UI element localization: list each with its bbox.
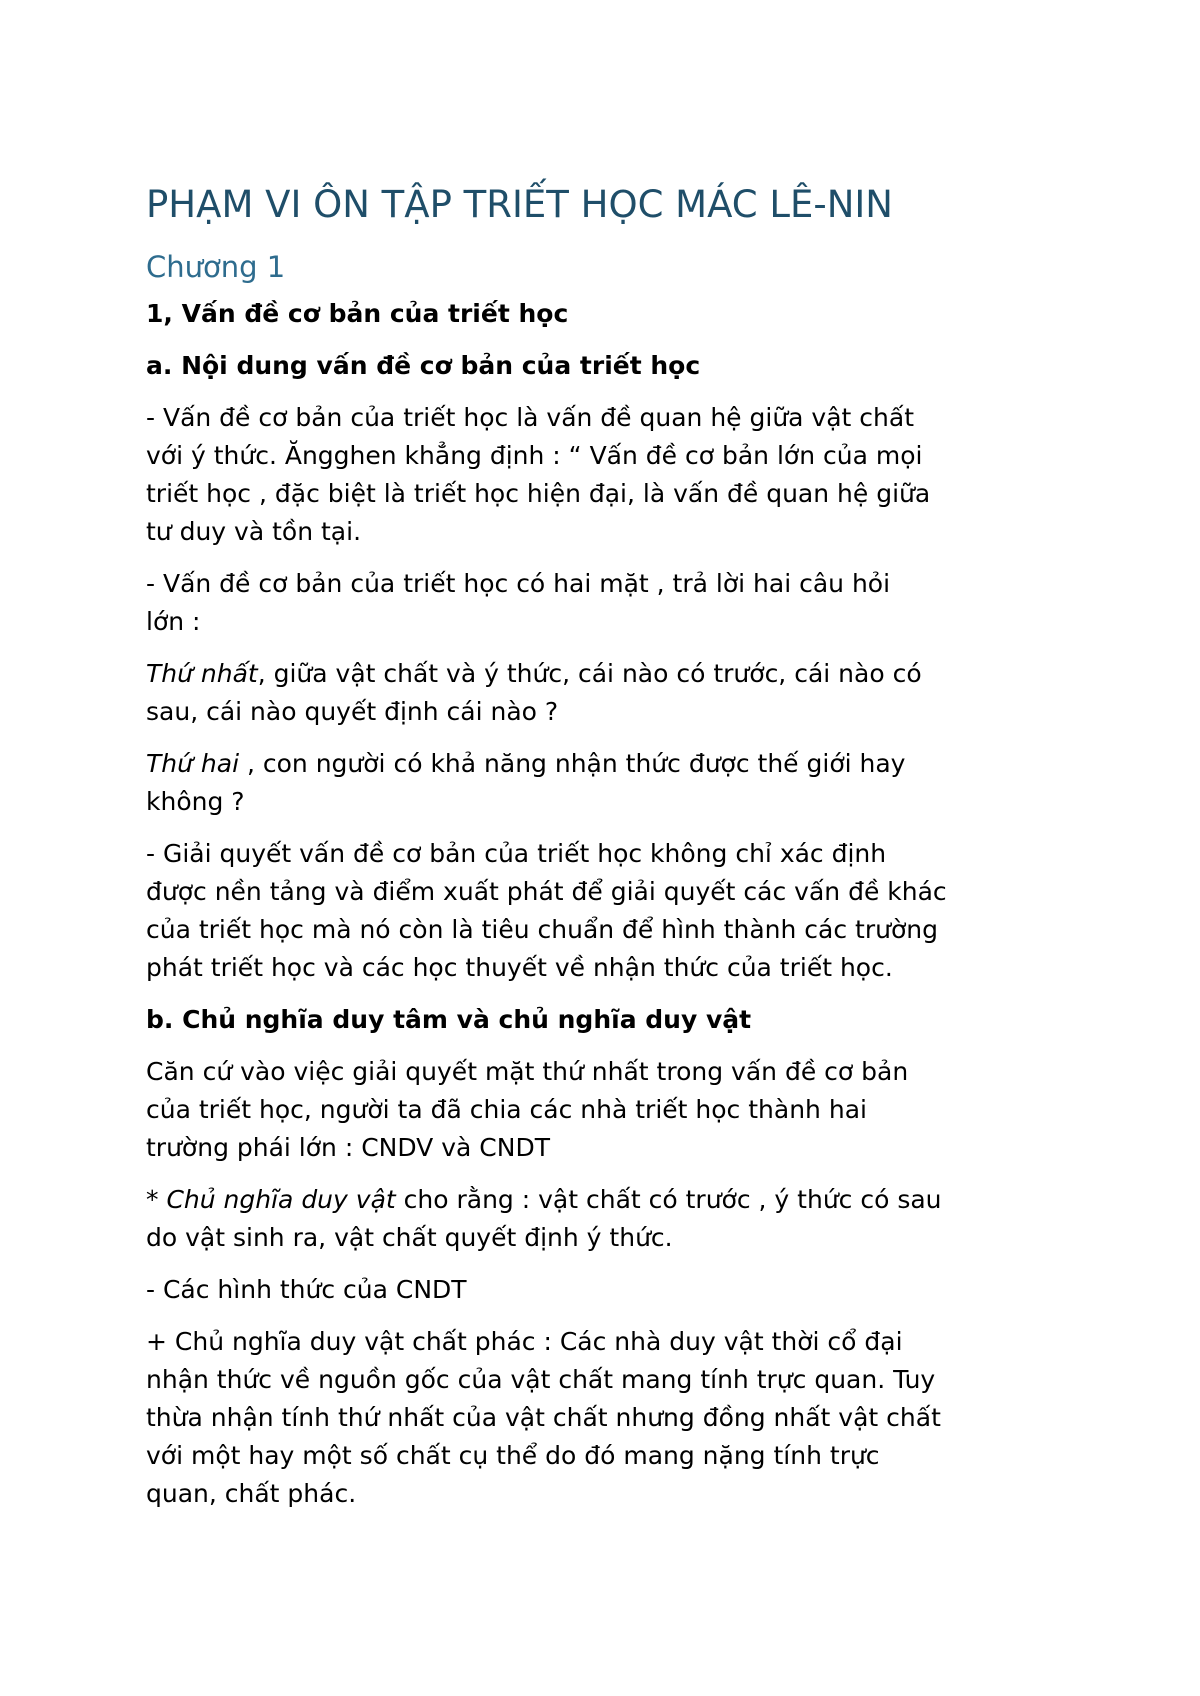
text-line: được nền tảng và điểm xuất phát để giải quyết các vấn đề khác: [146, 877, 947, 906]
text-line: triết học , đặc biệt là triết học hiện đại, là vấn đề quan hệ giữa: [146, 479, 931, 508]
text-run: *: [146, 1185, 167, 1214]
text-run: , giữa vật chất và ý thức, cái nào có trước, cái nào có: [257, 659, 922, 688]
text-line: - Vấn đề cơ bản của triết học có hai mặt , trả lời hai câu hỏi: [146, 569, 891, 598]
text-line: với một hay một số chất cụ thể do đó mang nặng tính trực: [146, 1441, 880, 1470]
text-line: + Chủ nghĩa duy vật chất phác : Các nhà duy vật thời cổ đại: [146, 1327, 903, 1356]
text-line: trường phái lớn : CNDV và CNDT: [146, 1133, 550, 1162]
text-line: phát triết học và các học thuyết về nhận thức của triết học.: [146, 953, 893, 982]
text-line: - Vấn đề cơ bản của triết học là vấn đề quan hệ giữa vật chất: [146, 403, 915, 432]
section-heading-b: b. Chủ nghĩa duy tâm và chủ nghĩa duy vật: [146, 1005, 752, 1034]
paragraph-naive-materialism: [146, 1323, 1080, 1513]
text-line: tư duy và tồn tại.: [146, 517, 362, 546]
text-line: - Giải quyết vấn đề cơ bản của triết học không chỉ xác định: [146, 839, 887, 868]
text-line: của triết học, người ta đã chia các nhà triết học thành hai: [146, 1095, 867, 1124]
section-heading-a: a. Nội dung vấn đề cơ bản của triết học: [146, 351, 701, 380]
paragraph-two-sides: [146, 565, 1080, 641]
text-line: thừa nhận tính thứ nhất của vật chất nhưng đồng nhất vật chất: [146, 1403, 941, 1432]
section-heading-1: 1, Vấn đề cơ bản của triết học: [146, 299, 569, 328]
paragraph-forms: - Các hình thức của CNDT: [146, 1275, 467, 1304]
text-line: với ý thức. Ăngghen khẳng định : “ Vấn đề cơ bản lớn của mọi: [146, 441, 923, 470]
italic-lead: Thứ hai: [146, 749, 240, 778]
document-title: PHẠM VI ÔN TẬP TRIẾT HỌC MÁC LÊ-NIN: [146, 183, 893, 226]
text-line: lớn :: [146, 607, 201, 636]
text-line: không ?: [146, 787, 245, 816]
text-line: của triết học mà nó còn là tiêu chuẩn để hình thành các trường: [146, 915, 938, 944]
text-run: cho rằng : vật chất có trước , ý thức có sau: [395, 1185, 942, 1214]
text-line: quan, chất phác.: [146, 1479, 357, 1508]
paragraph-first-side: [146, 655, 1080, 731]
text-line: [146, 655, 1080, 693]
paragraph-second-side: [146, 745, 1080, 821]
paragraph-materialism: [146, 1181, 1080, 1257]
text-line: Căn cứ vào việc giải quyết mặt thứ nhất trong vấn đề cơ bản: [146, 1057, 909, 1086]
italic-lead: Thứ nhất: [146, 659, 258, 688]
paragraph-schools: [146, 1053, 1080, 1167]
text-line: [146, 745, 1080, 783]
text-line: nhận thức về nguồn gốc của vật chất mang tính trực quan. Tuy: [146, 1365, 936, 1394]
chapter-heading: Chương 1: [146, 250, 286, 284]
text-line: sau, cái nào quyết định cái nào ?: [146, 697, 559, 726]
paragraph-significance: [146, 835, 1080, 987]
text-line: [146, 1181, 1080, 1219]
text-line: do vật sinh ra, vật chất quyết định ý thức.: [146, 1223, 673, 1252]
paragraph-definition: [146, 399, 1080, 551]
text-run: , con người có khả năng nhận thức được thế giới hay: [239, 749, 906, 778]
italic-lead: Chủ nghĩa duy vật: [166, 1185, 396, 1214]
